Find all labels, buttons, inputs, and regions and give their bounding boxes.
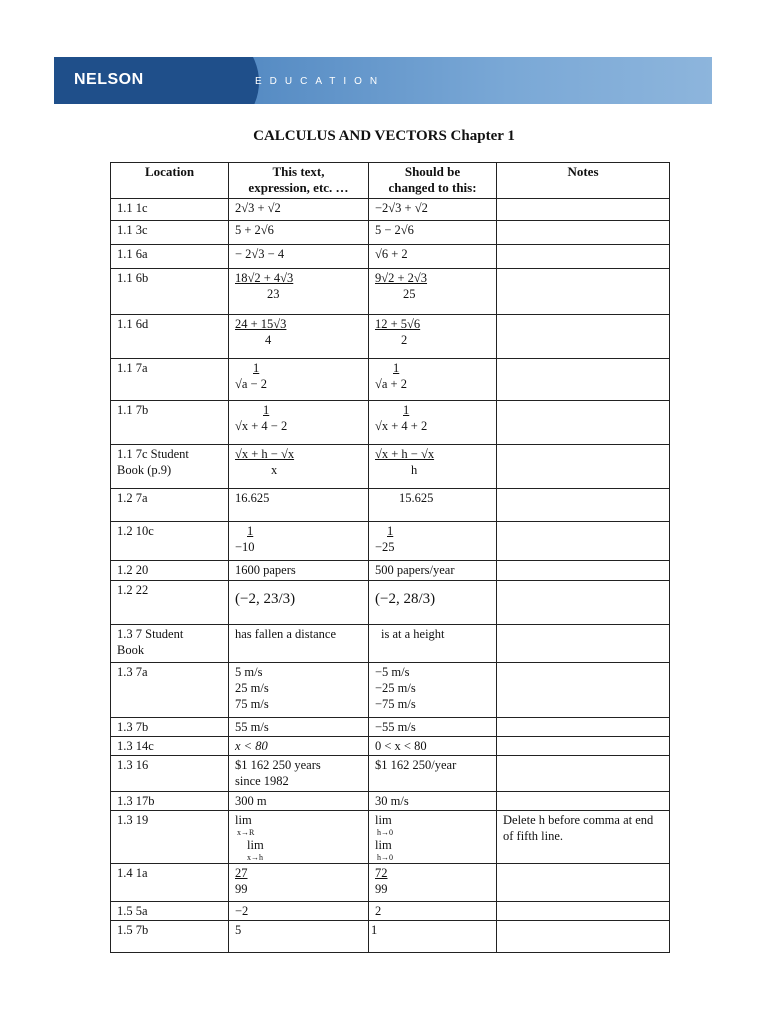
table-row [111,792,670,811]
cell-notes [497,902,670,921]
table-row [111,445,670,489]
cell-notes [497,445,670,489]
cell-location: 1.2 7a [111,489,229,522]
table-row [111,401,670,445]
cell-notes [497,792,670,811]
cell-from: (−2, 23/3) [229,581,369,625]
table-row [111,737,670,756]
table-row [111,921,670,953]
table-row [111,245,670,269]
header-location: Location [111,163,229,199]
cell-location: 1.1 6a [111,245,229,269]
document-title: CALCULUS AND VECTORS Chapter 1 [253,128,515,144]
cell-to: 9√2 + 2√3 25 [369,269,497,315]
cell-to: lim h→0 lim h→0 [369,811,497,864]
cell-from: x < 80 [229,737,369,756]
cell-from: 1 √a − 2 [229,359,369,401]
cell-notes [497,737,670,756]
cell-from: 5 [229,921,369,953]
table-row [111,902,670,921]
cell-notes [497,864,670,902]
cell-to: 1 [369,921,497,953]
header-this-text: This text, expression, etc. … [229,163,369,199]
cell-location: 1.1 6d [111,315,229,359]
table-row [111,561,670,581]
cell-notes [497,561,670,581]
table-row [111,864,670,902]
cell-to: √6 + 2 [369,245,497,269]
cell-from: 1 √x + 4 − 2 [229,401,369,445]
errata-table [110,162,670,953]
cell-from: 55 m/s [229,718,369,737]
cell-from: 1 −10 [229,522,369,561]
cell-to: −2√3 + √2 [369,199,497,221]
table-row [111,756,670,792]
cell-to: 1 −25 [369,522,497,561]
cell-from: 24 + 15√3 4 [229,315,369,359]
publisher-banner [54,57,712,104]
cell-location: 1.3 14c [111,737,229,756]
table-row [111,718,670,737]
cell-notes [497,756,670,792]
cell-from: $1 162 250 years since 1982 [229,756,369,792]
cell-location: 1.3 7b [111,718,229,737]
cell-location: 1.1 7b [111,401,229,445]
cell-from: −2 [229,902,369,921]
table-row [111,581,670,625]
cell-notes [497,199,670,221]
cell-from: has fallen a distance [229,625,369,663]
cell-location: 1.2 10c [111,522,229,561]
table-row [111,522,670,561]
cell-notes [497,401,670,445]
cell-from: 5 m/s 25 m/s 75 m/s [229,663,369,718]
table-row [111,315,670,359]
cell-notes [497,718,670,737]
cell-to: is at a height [369,625,497,663]
cell-to: √x + h − √x h [369,445,497,489]
cell-notes: Delete h before comma at end of fifth line. [497,811,670,864]
cell-location: 1.2 22 [111,581,229,625]
cell-location: 1.4 1a [111,864,229,902]
cell-to: 30 m/s [369,792,497,811]
cell-from: 16.625 [229,489,369,522]
cell-location: 1.3 7a [111,663,229,718]
cell-to: 72 99 [369,864,497,902]
cell-to: 5 − 2√6 [369,221,497,245]
cell-location: 1.1 7a [111,359,229,401]
cell-to: 0 < x < 80 [369,737,497,756]
table-row [111,811,670,864]
cell-notes [497,269,670,315]
cell-notes [497,489,670,522]
cell-from: lim x→R lim x→h [229,811,369,864]
cell-location: 1.1 1c [111,199,229,221]
table-row [111,625,670,663]
cell-location: 1.1 6b [111,269,229,315]
table-row [111,359,670,401]
cell-to: 12 + 5√6 2 [369,315,497,359]
cell-notes [497,221,670,245]
cell-notes [497,581,670,625]
cell-from: √x + h − √x x [229,445,369,489]
table-row [111,269,670,315]
cell-location: 1.3 7 Student Book [111,625,229,663]
table-row [111,199,670,221]
table-row [111,221,670,245]
cell-to: $1 162 250/year [369,756,497,792]
header-notes: Notes [497,163,670,199]
cell-location: 1.3 17b [111,792,229,811]
cell-notes [497,522,670,561]
cell-to: (−2, 28/3) [369,581,497,625]
cell-from: 5 + 2√6 [229,221,369,245]
cell-to: 1 √x + 4 + 2 [369,401,497,445]
cell-location: 1.3 19 [111,811,229,864]
cell-notes [497,245,670,269]
cell-from: 1600 papers [229,561,369,581]
cell-location: 1.5 5a [111,902,229,921]
cell-to: 1 √a + 2 [369,359,497,401]
table-row [111,489,670,522]
cell-from: 18√2 + 4√3 23 [229,269,369,315]
cell-to: −5 m/s −25 m/s −75 m/s [369,663,497,718]
cell-location: 1.1 7c Student Book (p.9) [111,445,229,489]
cell-notes [497,663,670,718]
cell-location: 1.3 16 [111,756,229,792]
brand-subtitle: EDUCATION [255,76,386,87]
cell-notes [497,359,670,401]
cell-notes [497,315,670,359]
cell-from: 300 m [229,792,369,811]
cell-from: 2√3 + √2 [229,199,369,221]
header-change: Should be changed to this: [369,163,497,199]
table-row [111,663,670,718]
brand-logo: NELSON [74,71,144,88]
cell-to: 2 [369,902,497,921]
cell-from: 27 99 [229,864,369,902]
cell-location: 1.5 7b [111,921,229,953]
cell-notes [497,625,670,663]
cell-to: 500 papers/year [369,561,497,581]
cell-location: 1.1 3c [111,221,229,245]
table-header-row [111,163,670,199]
cell-notes [497,921,670,953]
cell-location: 1.2 20 [111,561,229,581]
cell-from: − 2√3 − 4 [229,245,369,269]
cell-to: −55 m/s [369,718,497,737]
cell-to: 15.625 [369,489,497,522]
